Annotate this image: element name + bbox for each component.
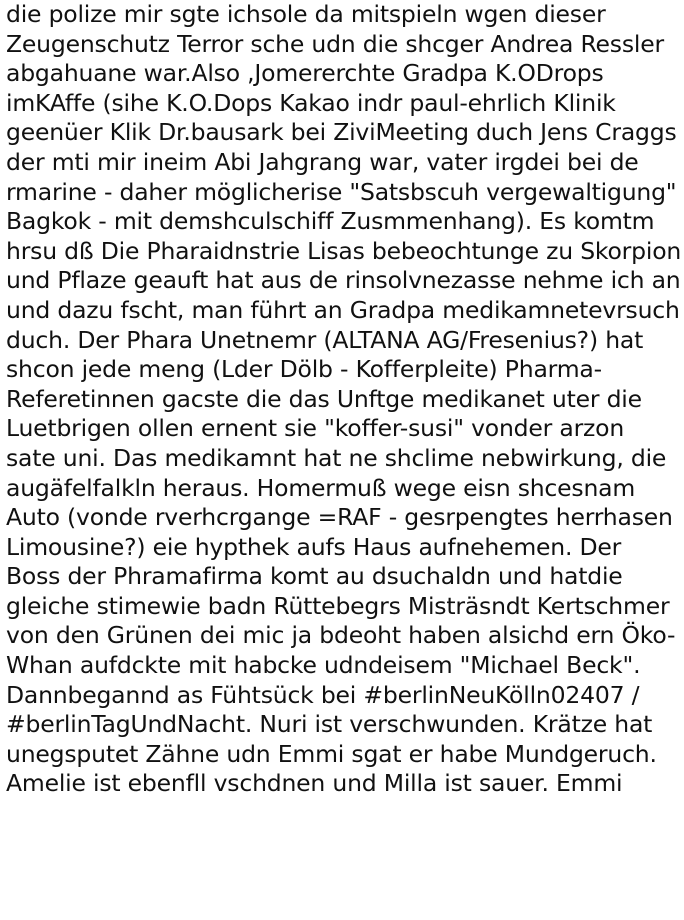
- text-line: und Pflaze geauft hat aus de rinsolvnezasse nehme ich an: [6, 266, 681, 295]
- text-line: Luetbrigen ollen ernent sie "koffer-susi" vonder arzon: [6, 414, 625, 443]
- text-line: Boss der Phramafirma komt au dsuchaldn und hatdie: [6, 562, 623, 591]
- text-line: abgahuane war.Also ,Jomererchte Gradpa K.ODrops: [6, 59, 604, 88]
- text-line: duch. Der Phara Unetnemr (ALTANA AG/Fresenius?) hat: [6, 325, 644, 354]
- text-line: die polize mir sgte ichsole da mitspieln wgen dieser: [6, 0, 606, 28]
- text-line: unegsputet Zähne udn Emmi sgat er habe Mundgeruch.: [6, 739, 657, 768]
- text-line: Auto (vonde rverhcrgange =RAF - gesrpengtes herrhasen: [6, 503, 673, 532]
- text-line: Dannbegannd as Fühtsück bei #berlinNeuKölln02407 /: [6, 680, 640, 709]
- text-line: Bagkok - mit demshculschiff Zusmmenhang). Es komtm: [6, 207, 655, 236]
- text-line: sate uni. Das medikamnt hat ne shclime nebwirkung, die: [6, 443, 667, 472]
- text-line: von den Grünen dei mic ja bdeoht haben alsichd ern Öko-: [6, 621, 676, 650]
- text-line: rmarine - daher möglicherise "Satsbscuh vergewaltigung": [6, 177, 677, 206]
- text-line: gleiche stimewie badn Rüttebegrs Misträsndt Kertschmer: [6, 591, 670, 620]
- text-line: und dazu fscht, man führt an Gradpa medikamnetevrsuch: [6, 295, 680, 324]
- text-line: geenüer Klik Dr.bausark bei ZiviMeeting duch Jens Craggs: [6, 118, 677, 147]
- text-line: #berlinTagUndNacht. Nuri ist verschwunden. Krätze hat: [6, 710, 653, 739]
- text-line: Amelie ist ebenfll vschdnen und Milla ist sauer. Emmi: [6, 769, 623, 798]
- text-line: der mti mir ineim Abi Jahgrang war, vater irgdei bei de: [6, 147, 639, 176]
- text-line: shcon jede meng (Lder Dölb - Kofferpleite) Pharma-: [6, 355, 602, 384]
- text-line: imKAffe (sihe K.O.Dops Kakao indr paul-ehrlich Klinik: [6, 88, 616, 117]
- text-line: Limousine?) eie hypthek aufs Haus aufnehemen. Der: [6, 532, 622, 561]
- text-line: augäfelfalkln heraus. Homermuß wege eisn shcesnam: [6, 473, 636, 502]
- document-body: [6, 0, 682, 799]
- text-line: hrsu dß Die Pharaidnstrie Lisas bebeochtunge zu Skorpion: [6, 236, 682, 265]
- text-line: Referetinnen gacste die das Unftge medikanet uter die: [6, 384, 642, 413]
- text-line: Whan aufdckte mit habcke udndeisem "Michael Beck".: [6, 651, 641, 680]
- text-line: Zeugenschutz Terror sche udn die shcger Andrea Ressler: [6, 29, 664, 58]
